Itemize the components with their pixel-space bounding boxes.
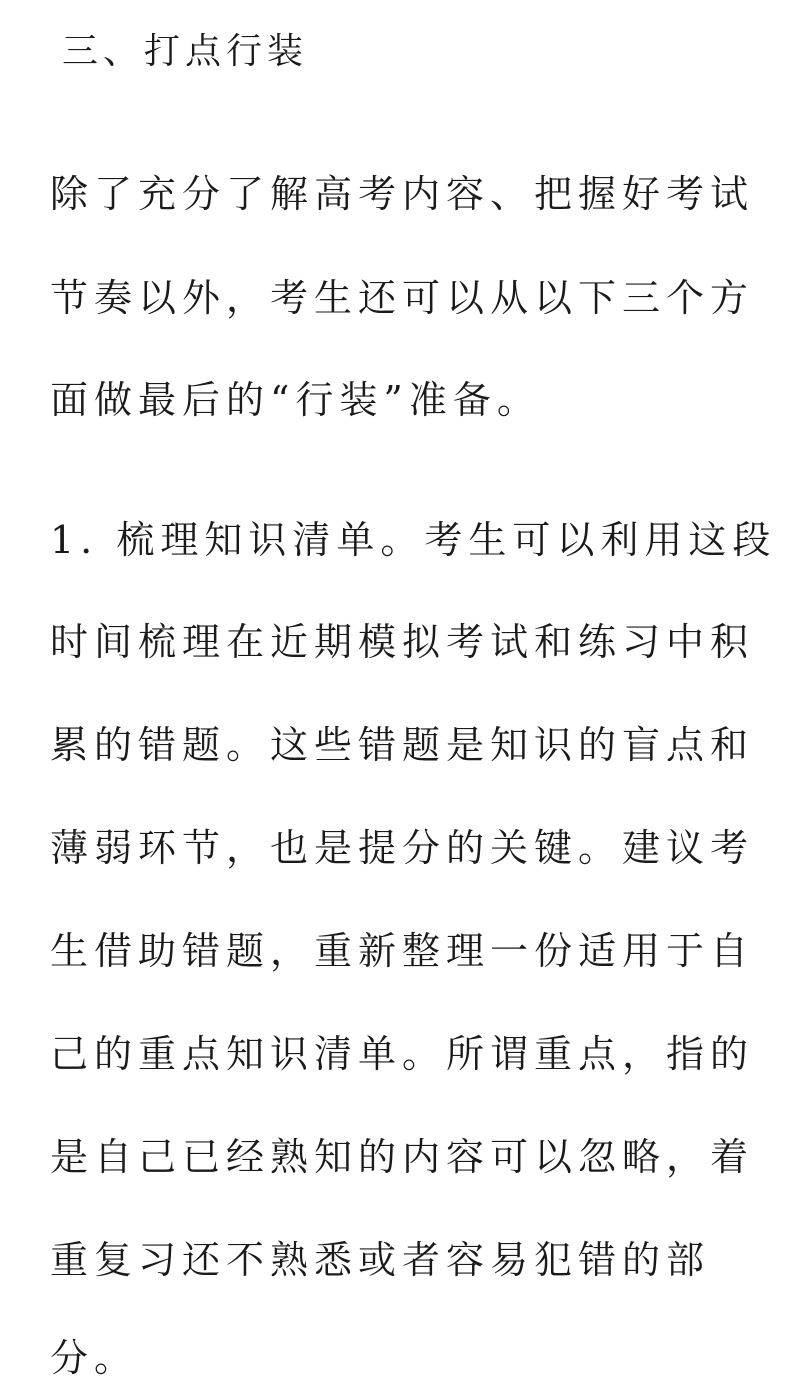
paragraph-line: 节奏以外，考生还可以从以下三个方: [50, 276, 755, 320]
paragraph-line: 累的错题。这些错题是知识的盲点和: [50, 723, 755, 767]
paragraph-line: 时间梳理在近期模拟考试和练习中积: [50, 620, 755, 664]
section-heading: 三、打点行装: [62, 31, 309, 72]
paragraph-line: 除了充分了解高考内容、把握好考试: [50, 172, 755, 216]
paragraph-line: 面做最后的“行装”准备。: [50, 378, 541, 422]
paragraph-line: 1. 梳理知识清单。考生可以利用这段: [50, 518, 777, 562]
paragraph-line: 重复习还不熟悉或者容易犯错的部: [50, 1238, 711, 1282]
paragraph-line: 是自己已经熟知的内容可以忽略，着: [50, 1135, 755, 1179]
paragraph-line: 己的重点知识清单。所谓重点，指的: [50, 1032, 755, 1076]
paragraph-line: 薄弱环节，也是提分的关键。建议考: [50, 826, 755, 870]
paragraph-line: 生借助错题，重新整理一份适用于自: [50, 929, 755, 973]
paragraph-line: 分。: [50, 1336, 139, 1380]
